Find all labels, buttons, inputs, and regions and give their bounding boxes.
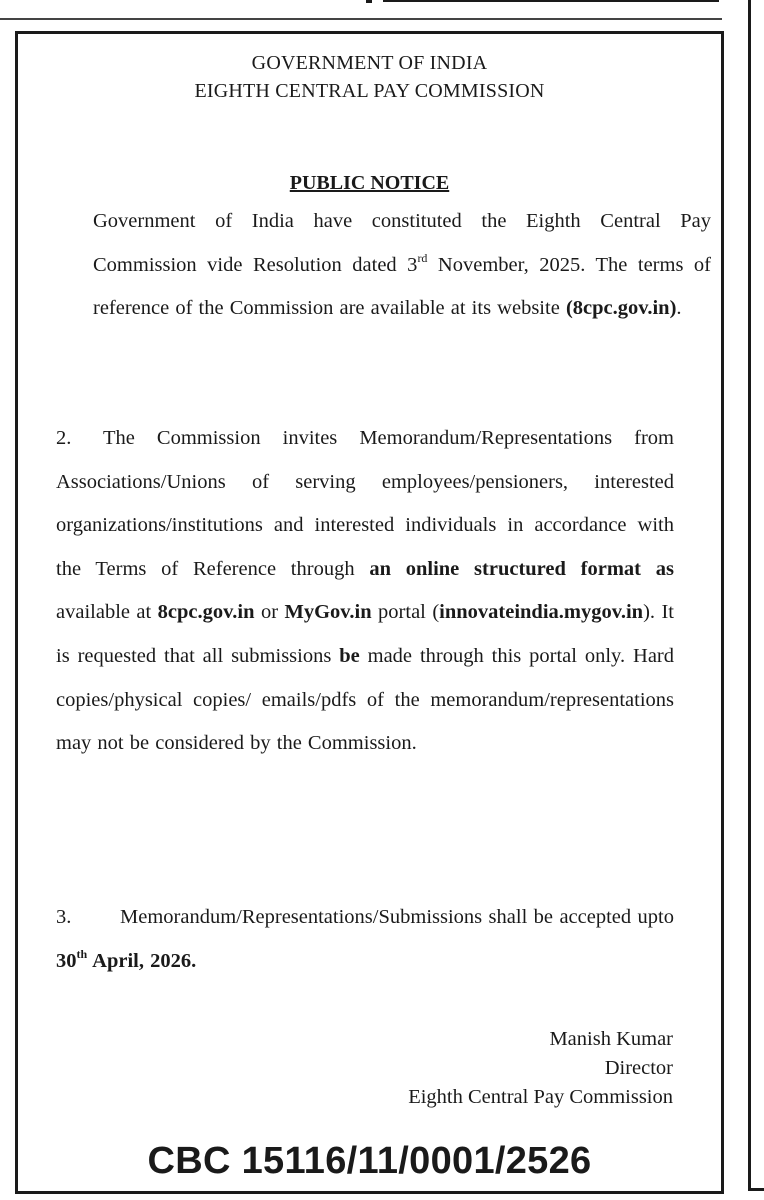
paragraph-1: Government of India have constituted the Eighth Central Pay Commission vide Resolution dated 3rd November, 2025. The terms of reference of the Commission are available at its website (8cpc.gov.in).: [93, 210, 712, 320]
cbc-code: CBC 15116/11/0001/2526: [147, 1140, 592, 1182]
public-notice-box: [15, 31, 724, 1194]
signatory-designation: Director: [604, 1057, 673, 1079]
header-government: GOVERNMENT OF INDIA: [251, 52, 488, 74]
website-8cpc: 8cpc.gov.in: [157, 601, 255, 624]
website-link-text: (8cpc.gov.in): [565, 297, 677, 320]
website-innovateindia: innovateindia.mygov.in: [439, 601, 644, 624]
paragraph-number: 3.: [56, 906, 72, 928]
notice-title: PUBLIC NOTICE: [289, 172, 450, 194]
website-mygov: MyGov.in: [284, 601, 372, 624]
adjacent-article-box: [383, 0, 719, 2]
adjacent-column-border: [748, 0, 751, 1190]
column-rule: [0, 18, 722, 20]
page-edge-mark: [366, 0, 372, 3]
deadline-date: 30th April, 2026.: [56, 946, 197, 972]
paragraph-3: 3. Memorandum/Representations/Submissions shall be accepted upto 30th April, 2026.: [56, 896, 674, 983]
header-commission: EIGHTH CENTRAL PAY COMMISSION: [194, 80, 545, 102]
paragraph-number: 2.: [56, 427, 72, 449]
adjacent-column-corner: [748, 1188, 764, 1191]
signatory-office: Eighth Central Pay Commission: [408, 1086, 673, 1108]
paragraph-2: 2. The Commission invites Memorandum/Representations from Associations/Unions of serving employees/pensioners, interested organizations/institutions and interested individuals in accordance with the Terms of Reference through an online structured format as available at 8cpc.gov.in or MyGov.in portal (innovateindia.mygov.in). It is requested that all submissions be made through this portal only. Hard copies/physical copies/ emails/pdfs of the memorandum/representations may not be considered by the Commission.: [56, 417, 674, 766]
signatory-name: Manish Kumar: [549, 1028, 673, 1050]
